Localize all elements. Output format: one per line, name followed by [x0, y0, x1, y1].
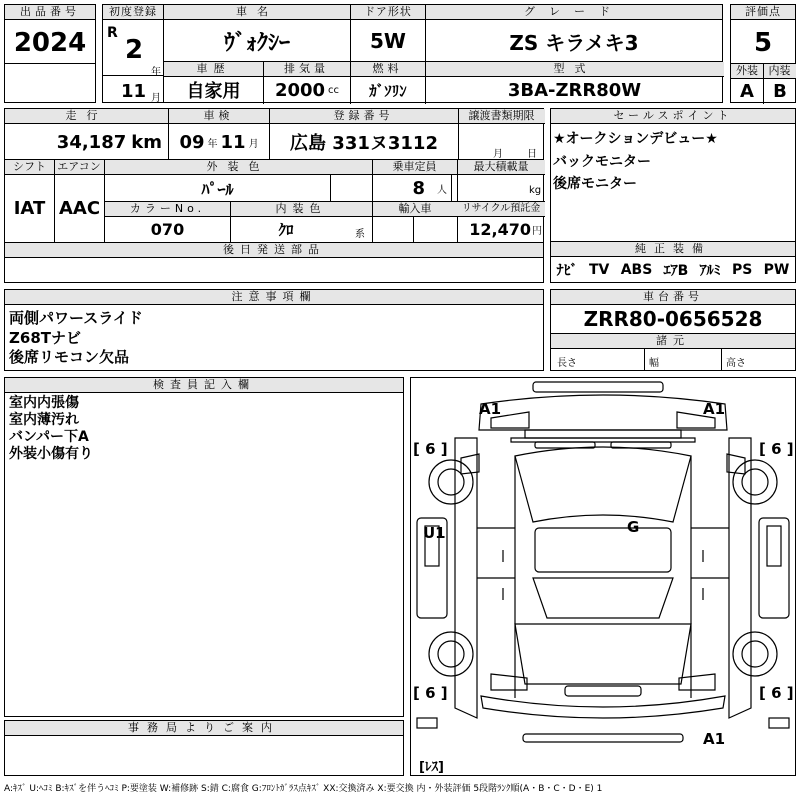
mark-a1-bottom: A1: [703, 730, 726, 748]
equipment-list: [551, 258, 795, 282]
inspection-cell: [169, 125, 269, 159]
mark-a1-right: A1: [703, 400, 726, 418]
inspector-line-2: 室内薄汚れ: [9, 412, 79, 428]
mark-u1: U1: [423, 524, 446, 542]
registration-month-unit: 月: [151, 93, 161, 104]
equipment-ps: PS: [731, 262, 753, 278]
inspection-month-unit: 月: [248, 138, 259, 150]
later-parts-header: 後日発送部品: [5, 243, 543, 258]
ext-grade: A: [740, 80, 754, 102]
score-box: [730, 4, 796, 103]
equipment-navi: ﾅﾋﾞ: [556, 263, 578, 279]
model-value: 3BA-ZRR80W: [507, 79, 642, 101]
mileage-unit: km: [131, 131, 162, 153]
caution-line-2: Z68Tナビ: [9, 329, 81, 347]
info-grid: [4, 108, 544, 283]
mark-6-top-left: [ 6 ]: [413, 440, 448, 458]
selling-points-box: [550, 108, 796, 242]
import-header: 輸入車: [373, 202, 458, 217]
ext-color-header: 外装色: [104, 160, 373, 175]
score-value: 5: [753, 28, 773, 58]
grade-box: [425, 4, 723, 62]
mark-g: G: [627, 518, 640, 536]
recycle-unit: 円: [532, 225, 542, 237]
history-header: 車歴: [164, 62, 264, 77]
carname-box: [163, 4, 351, 62]
mark-6-bottom-right: [ 6 ]: [759, 684, 794, 702]
equipment-box: [550, 241, 796, 283]
registration-year: 2: [125, 35, 144, 65]
int-color-header: 内装色: [230, 202, 373, 217]
inspection-month: 11: [220, 131, 246, 153]
length-label: 長さ: [557, 358, 577, 369]
recycle-cell: [458, 217, 544, 241]
lot-header: 出品番号: [5, 5, 95, 20]
mark-6-bottom-left: [ 6 ]: [413, 684, 448, 702]
chassis-header: 車台番号: [551, 290, 795, 305]
capacity-header: 乗車定員: [372, 160, 458, 175]
carname-header: 車名: [164, 5, 350, 20]
registration-box: [102, 4, 164, 103]
ac-header: エアコン: [54, 160, 105, 175]
inspection-year-unit: 年: [207, 138, 218, 150]
legend-text: A:ｷｽﾞ U:ﾍｺﾐ B:ｷｽﾞを伴うﾍｺﾐ P:要塗装 W:補修跡 S:錆 C:腐食 G:ﾌﾛﾝﾄｶﾞﾗｽ点ｷｽﾞ XX:交換済み X:要交換 内・外装評価 5段階ﾗﾝｸ順(A・B・C・D・E) 1: [4, 784, 603, 794]
office-box: [4, 720, 404, 776]
displacement-value: 2000: [274, 79, 326, 101]
transfer-month-unit: 月: [493, 149, 503, 160]
capacity-value: 8: [412, 177, 425, 199]
displacement-cell: [264, 78, 350, 102]
recycle-value: 12,470: [469, 219, 531, 239]
lot-number: 2024: [13, 28, 87, 58]
recycle-header: リサイクル預託金: [457, 202, 545, 217]
height-label: 高さ: [726, 358, 746, 369]
registration-header: 初度登録: [103, 5, 163, 20]
fuel-value: ｶﾞｿﾘﾝ: [369, 81, 407, 100]
ext-color-value: ﾊﾟｰﾙ: [201, 179, 234, 199]
displacement-header: 排気量: [263, 62, 351, 77]
caution-header: 注意事項欄: [5, 290, 543, 305]
capacity-unit: 人: [437, 184, 447, 196]
inspector-line-1: 室内内張傷: [9, 395, 79, 411]
spec-header: 諸元: [551, 334, 795, 349]
selling-point-3: 後席モニター: [553, 176, 637, 192]
mark-a1-left: A1: [479, 400, 502, 418]
registration-month: 11: [121, 81, 147, 102]
int-color-value: ｸﾛ: [278, 220, 294, 239]
score-header: 評価点: [731, 5, 795, 20]
door-box: [350, 4, 426, 62]
equipment-pw: PW: [763, 262, 790, 278]
ext-header: 外装: [731, 64, 764, 79]
mileage-cell: [5, 125, 168, 159]
displacement-unit: cc: [328, 84, 340, 96]
color-no-value: 070: [150, 219, 185, 239]
mileage-header: 走行: [5, 109, 169, 124]
door-value: 5W: [370, 29, 406, 53]
inspector-header: 検査員記入欄: [5, 378, 403, 393]
equipment-abs: ABS: [620, 262, 653, 278]
registration-year-unit: 年: [151, 67, 161, 78]
registration-era: R: [107, 25, 118, 41]
equipment-header: 純正装備: [551, 242, 795, 257]
chassis-number: ZRR80-0656528: [583, 307, 763, 331]
model-header: 型式: [425, 62, 724, 77]
color-no-header: カラーNo.: [105, 202, 231, 217]
inspector-box: [4, 377, 404, 717]
equipment-airbag: ｴｱB: [663, 263, 689, 279]
int-color-unit: 系: [355, 229, 365, 240]
lot-box: [4, 4, 96, 103]
mark-6-top-right: [ 6 ]: [759, 440, 794, 458]
mileage-value: 34,187: [56, 131, 127, 153]
int-header: 内装: [763, 64, 796, 79]
car-diagram-drawing: [411, 378, 795, 775]
equipment-alloy: ｱﾙﾐ: [699, 263, 721, 279]
shift-value: IAT: [13, 197, 46, 219]
caution-line-3: 後席リモコン欠品: [9, 348, 130, 366]
car-diagram: [410, 377, 796, 776]
car-name: ｳﾞｫｸｼｰ: [223, 30, 290, 56]
shift-header: シフト: [5, 160, 55, 175]
inspection-year: 09: [179, 131, 205, 153]
caution-line-1: 両側パワースライド: [9, 309, 143, 327]
history-row: [163, 61, 723, 103]
capacity-cell: [373, 175, 451, 201]
selling-point-1: ★オークションデビュー★: [553, 131, 718, 147]
selling-point-2: バックモニター: [553, 154, 651, 170]
office-header: 事務局よりご案内: [5, 721, 403, 736]
grade-value: ZS キラメキ3: [509, 30, 639, 55]
transfer-day-unit: 日: [527, 149, 537, 160]
inspector-line-4: 外装小傷有り: [9, 446, 93, 462]
grade-header: グレード: [426, 5, 722, 20]
int-grade: B: [773, 80, 787, 102]
ac-value: AAC: [58, 197, 101, 219]
mark-less: [ﾚｽ]: [419, 760, 444, 775]
door-header: ドア形状: [351, 5, 425, 20]
equipment-tv: TV: [588, 262, 610, 278]
transfer-header: 譲渡書類期限: [458, 109, 545, 124]
width-label: 幅: [649, 358, 659, 369]
caution-box: [4, 289, 544, 371]
inspection-header: 車検: [168, 109, 270, 124]
history-value: 自家用: [186, 81, 241, 102]
plate-value: 広島 331ヌ3112: [290, 133, 438, 154]
chassis-box: [550, 289, 796, 371]
load-header: 最大積載量: [457, 160, 545, 175]
inspector-line-3: バンパー下A: [9, 429, 89, 445]
load-unit: kg: [529, 185, 542, 196]
selling-points-header: セールスポイント: [551, 109, 795, 124]
plate-header: 登録番号: [269, 109, 459, 124]
fuel-header: 燃料: [350, 62, 426, 77]
